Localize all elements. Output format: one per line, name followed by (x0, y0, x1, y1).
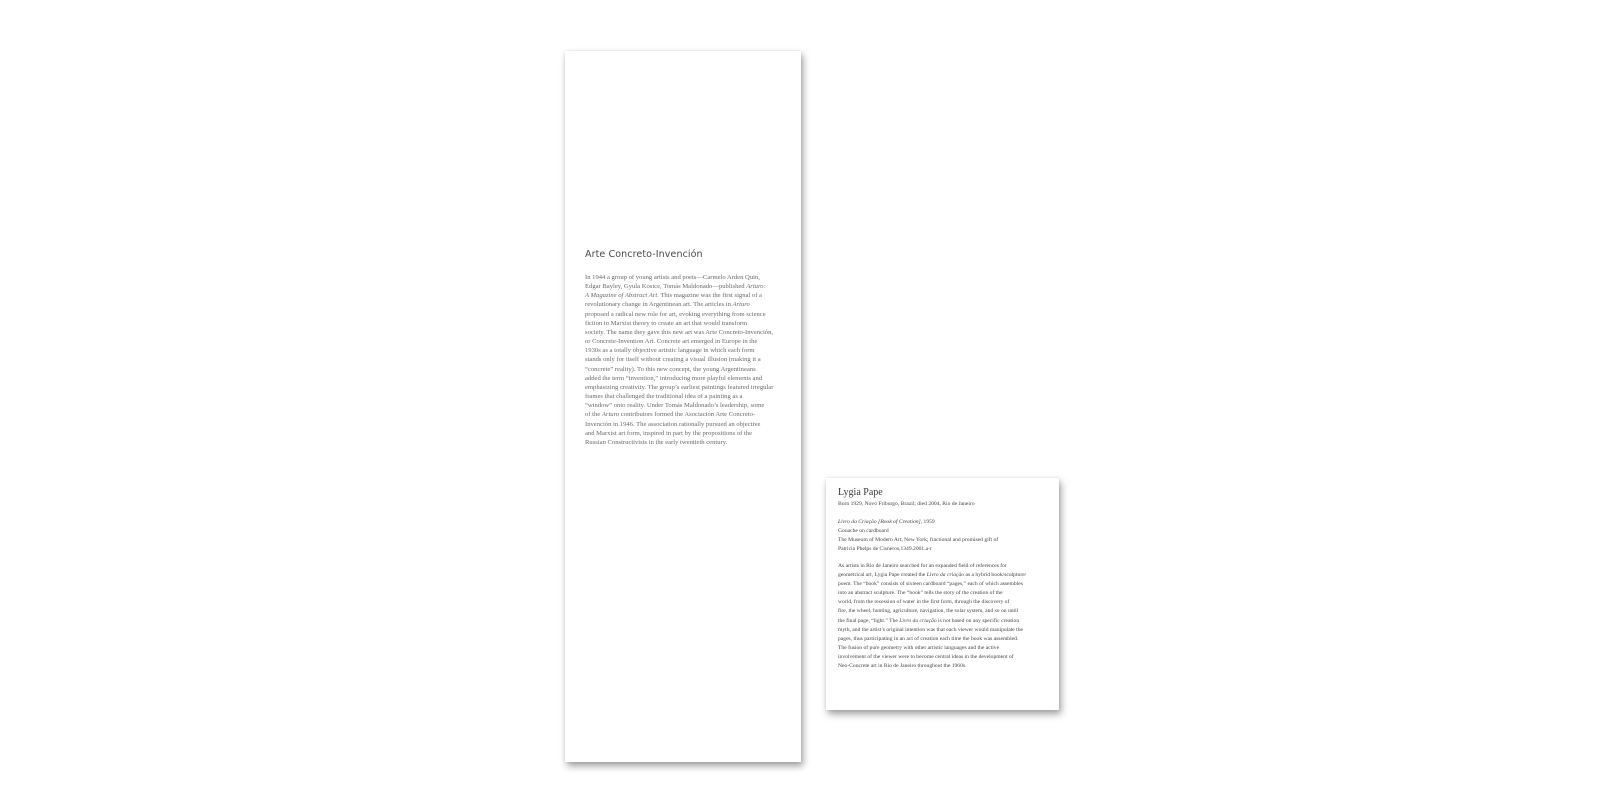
text-run: and Marxist art form, inspired in part by the propositions of the (585, 429, 753, 437)
text-run: As artists in Rio de Janeiro searched for an expanded field of references for (838, 563, 1007, 569)
italic-title-text: Arturo: (746, 283, 766, 291)
text-line (585, 374, 783, 383)
text-run: society. The name they gave this new art was Arte Concreto-Invención, (585, 328, 774, 336)
text-line (838, 598, 1050, 607)
text-line (838, 617, 1050, 626)
text-line (838, 626, 1050, 635)
text-run: 1930s as a totally objective artistic language in which each form (585, 347, 755, 355)
italic-title-text: Livro da criação (926, 572, 965, 579)
text-run: In 1944 a group of young artists and poets—Carmelo Arden Quin, (585, 274, 760, 281)
text-line (838, 536, 1050, 545)
text-run: frames that challenged the traditional idea of a painting as a (585, 393, 743, 401)
text-line (838, 527, 1050, 536)
text-line (838, 635, 1050, 644)
text-line (585, 420, 783, 429)
text-run: into an abstract sculpture. The “book” tells the story of the creation of the (838, 590, 1003, 597)
text-run: or Concrete-Invention Art. Concrete art emerged in Europe in the (585, 338, 758, 346)
text-run: fire, the wheel, hunting, agriculture, navigation, the solar system, and so on until (838, 608, 1019, 615)
text-line (838, 518, 1050, 527)
text-line (838, 662, 1050, 671)
text-run: of the (585, 411, 602, 419)
panel-body-text (585, 273, 783, 447)
text-run: Patricia Phelps de Cisneros,1349.2001.a-r (838, 546, 932, 553)
text-line (585, 346, 783, 355)
text-run: Russian Constructivists in the early twentieth century. (585, 438, 728, 446)
text-run: world, from the recession of water in the first form, through the discovery of (838, 599, 1010, 606)
text-run: as a hybrid book/sculpture/ (964, 572, 1027, 579)
text-run: Neo-Concrete art in Rio de Janeiro throughout the 1960s. (838, 663, 967, 670)
text-run: proposed a radical new role for art, evoking everything from science (585, 310, 766, 318)
text-line (585, 429, 783, 438)
text-run: emphasizing creativity. The group’s earliest paintings featured irregular (585, 383, 774, 391)
artist-dates: Born 1929, Novo Friburgo, Brazil; died 2004, Rio de Janeiro (838, 501, 975, 507)
text-run: Invención in 1946. The association rationally pursued an objective (585, 420, 761, 428)
text-run: Gouache on cardboard (838, 528, 889, 535)
text-run: fiction to Marxist theory to create an art that would transform (585, 319, 748, 327)
text-run: the final page, “light.” The (838, 617, 900, 624)
italic-title-text: Livro da criação (899, 617, 937, 624)
text-line (585, 328, 783, 337)
artwork-description (838, 562, 1050, 671)
text-line (585, 438, 783, 447)
text-run: added the term “invention,” introducing more playful elements and (585, 374, 763, 382)
text-line (838, 562, 1050, 571)
text-line (585, 282, 783, 291)
italic-title-text: Arturo (601, 411, 620, 419)
italic-title-text: Arturo (732, 301, 750, 309)
text-run: The Museum of Modern Art, New York; fractional and promised gift of (838, 537, 999, 544)
text-line (585, 337, 783, 346)
text-line (585, 401, 783, 410)
text-line (838, 607, 1050, 616)
text-line (585, 383, 783, 392)
text-line (838, 571, 1050, 580)
text-run: myth, and the artist’s original intention was that each viewer would manipulate the (838, 626, 1024, 633)
italic-title-text: A Magazine of Abstract Art (585, 292, 658, 300)
text-line (585, 365, 783, 374)
artist-name: Lygia Pape (838, 487, 883, 498)
text-run: “window” onto reality. Under Tomás Maldonado’s leadership, some (585, 402, 765, 410)
text-run: is not based on any specific creation (936, 617, 1020, 624)
text-line (585, 410, 783, 419)
text-line (585, 273, 783, 282)
text-line (838, 589, 1050, 598)
wall-text-panel-arte-concreto (565, 51, 801, 762)
text-run: Edgar Bayley, Gyula Kosice, Tomás Maldonado—published (585, 283, 747, 291)
italic-title-text: Livro da Criação [Book of Creation] (838, 519, 921, 525)
artwork-credit-line (838, 518, 1050, 554)
text-run: geometrical art, Lygia Pape created the (838, 572, 927, 579)
text-run: involvement of the viewer were to become central ideas in the development of (838, 653, 1014, 660)
text-run: poem. The “book” consists of sixteen cardboard “pages,” each of which assembles (838, 581, 1023, 588)
text-line (838, 545, 1050, 554)
text-line (585, 355, 783, 364)
text-line (585, 291, 783, 300)
text-run: “concrete” reality). To this new concept, the young Argentineans (585, 365, 756, 373)
text-run: The fusion of pure geometry with other artistic languages and the active (838, 644, 1000, 651)
text-run: contributors formed the Asociación Arte Concreto- (619, 411, 756, 419)
text-run: , 1959 (920, 519, 935, 525)
text-line (585, 310, 783, 319)
panel-heading: Arte Concreto-Invención (585, 249, 703, 260)
text-run: stands only for itself without creating a visual illusion (making it a (585, 356, 761, 364)
text-line (585, 300, 783, 309)
text-run: . This magazine was the first signal of a (657, 292, 762, 300)
artwork-label-panel-lygia-pape (826, 478, 1059, 710)
text-line (585, 319, 783, 328)
text-run: revolutionary change in Argentinean art. The articles in (585, 301, 733, 309)
text-line (838, 644, 1050, 653)
text-line (838, 580, 1050, 589)
text-run: pages, thus participating in an act of creation each time the book was assembled. (838, 635, 1019, 642)
text-line (585, 392, 783, 401)
text-line (838, 653, 1050, 662)
